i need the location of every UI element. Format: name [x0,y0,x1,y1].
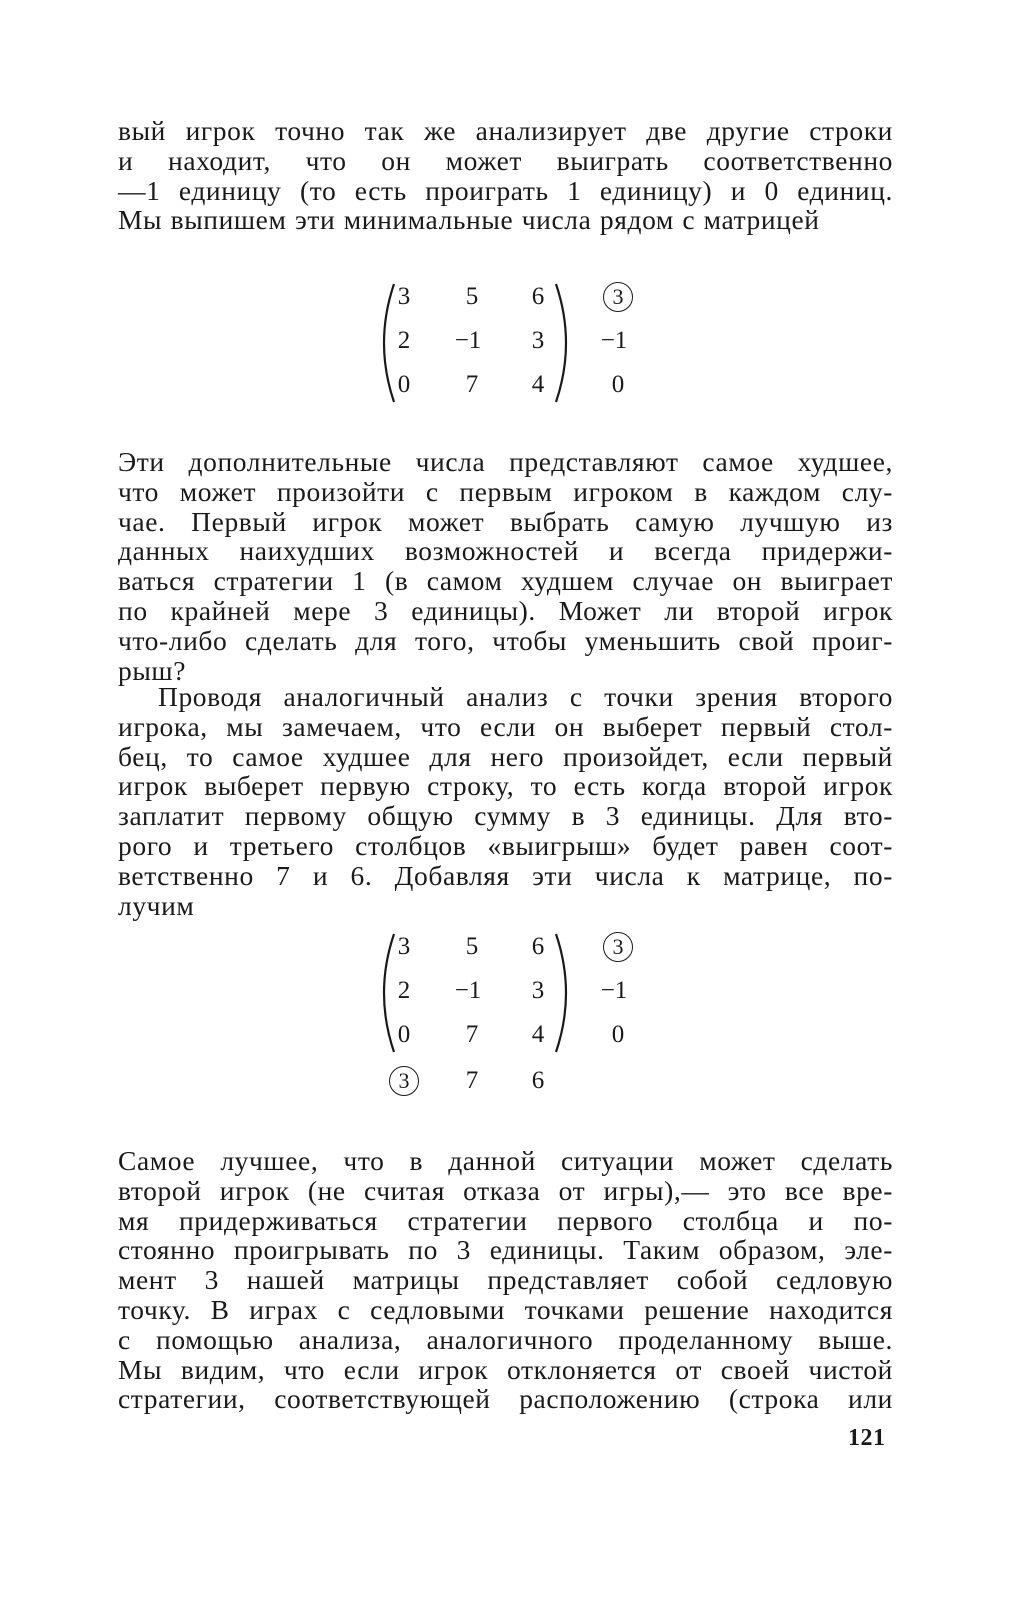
text-line: данных наихудших возможностей и всегда придержи- [118,535,893,567]
text-line: стоянно проигрывать по 3 единицы. Таким образом, эле- [118,1234,893,1266]
payoff-matrix-with-row-minima [372,278,652,408]
row-minimum: 0 [611,1021,625,1048]
matrix-cell: 3 [531,327,545,354]
matrix-cell: 3 [397,283,411,310]
matrix-cell: 0 [397,371,411,398]
matrix-cell: 6 [531,283,545,310]
text-line: Мы выпишем эти минимальные числа рядом с матрицей [118,204,820,236]
matrix-cell: 4 [531,371,545,398]
matrix-cell: 7 [465,371,479,398]
text-line: бец, то самое худшее для него произойдет, если первый [118,740,893,772]
column-maximum: 6 [531,1067,545,1094]
text-line: лучим [118,889,195,921]
matrix-cell: 3 [397,933,411,960]
text-line: ветственно 7 и 6. Добавляя эти числа к матрице, по- [118,859,893,891]
text-line: чае. Первый игрок может выбрать самую лучшую из [118,505,893,537]
text-line: точку. В играх с седловыми точками решение находится [118,1293,893,1325]
text-line: рыш? [118,654,187,686]
matrix-cell: −1 [454,327,482,354]
text-line: игрока, мы замечаем, что если он выберет первый стол- [118,710,893,742]
text-line: стратегии, соответствующей расположению (строка или [118,1383,893,1415]
matrix-cell: 2 [397,977,411,1004]
column-maximum: 7 [465,1067,479,1094]
row-minimum: 0 [611,371,625,398]
text-line: мя придерживаться стратегии первого столбца и по- [118,1204,893,1236]
page-number: 121 [848,1425,886,1451]
paragraph-3 [118,682,893,920]
text-line: ваться стратегии 1 (в самом худшем случае он выиграет [118,565,893,597]
text-line: с помощью анализа, аналогичного проделанному выше. [118,1323,893,1355]
text-line: Эти дополнительные числа представляют самое худшее, [118,446,893,477]
text-line: Проводя аналогичный анализ с точки зрения второго [158,681,893,712]
matrix-cell: 4 [531,1021,545,1048]
paragraph-2 [118,447,893,685]
text-line: мент 3 нашей матрицы представляет собой седловую [118,1264,893,1296]
text-line: по крайней мере 3 единицы). Может ли второй игрок [118,594,893,626]
paragraph-4 [118,1146,893,1414]
text-line: Самое лучшее, что в данной ситуации может сделать [118,1145,893,1176]
text-line: Мы видим, что если игрок отклоняется от своей чистой [118,1353,893,1385]
matrix-cell: 3 [531,977,545,1004]
matrix-cell: 2 [397,327,411,354]
text-line: игрок выберет первую строку, то есть когда второй игрок [118,770,893,802]
circled-value: 3 [603,282,633,312]
circled-value: 3 [389,1066,419,1096]
text-line: второй игрок (не считая отказа от игры),— это все вре- [118,1174,893,1206]
matrix-cell: 6 [531,933,545,960]
row-minimum: −1 [600,977,628,1004]
column-maximum-circled [384,1066,424,1096]
text-line: вый игрок точно так же анализирует две другие строки [118,115,893,146]
matrix-cell: 7 [465,1021,479,1048]
matrix-cell: −1 [454,977,482,1004]
payoff-matrix-with-row-minima-and-column-maxima [372,928,652,1098]
row-minimum: −1 [600,327,628,354]
row-minimum-circled [598,282,638,312]
right-parenthesis [552,278,578,408]
matrix-cell: 5 [465,283,479,310]
text-line: и находит, что он может выиграть соответственно [118,144,893,176]
text-line: что-либо сделать для того, чтобы уменьшить свой проиг- [118,624,893,656]
text-line: заплатит первому общую сумму в 3 единицы. Для вто- [118,800,893,832]
matrix-cell: 0 [397,1021,411,1048]
text-line: что может произойти с первым игроком в каждом слу- [118,475,893,507]
matrix-cell: 5 [465,933,479,960]
text-line: рого и третьего столбцов «выигрыш» будет равен соот- [118,829,893,861]
paragraph-1 [118,116,893,235]
text-line: —1 единицу (то есть проиграть 1 единицу) и 0 единиц. [118,174,893,206]
circled-value: 3 [603,932,633,962]
right-parenthesis [552,928,578,1058]
row-minimum-circled [598,932,638,962]
